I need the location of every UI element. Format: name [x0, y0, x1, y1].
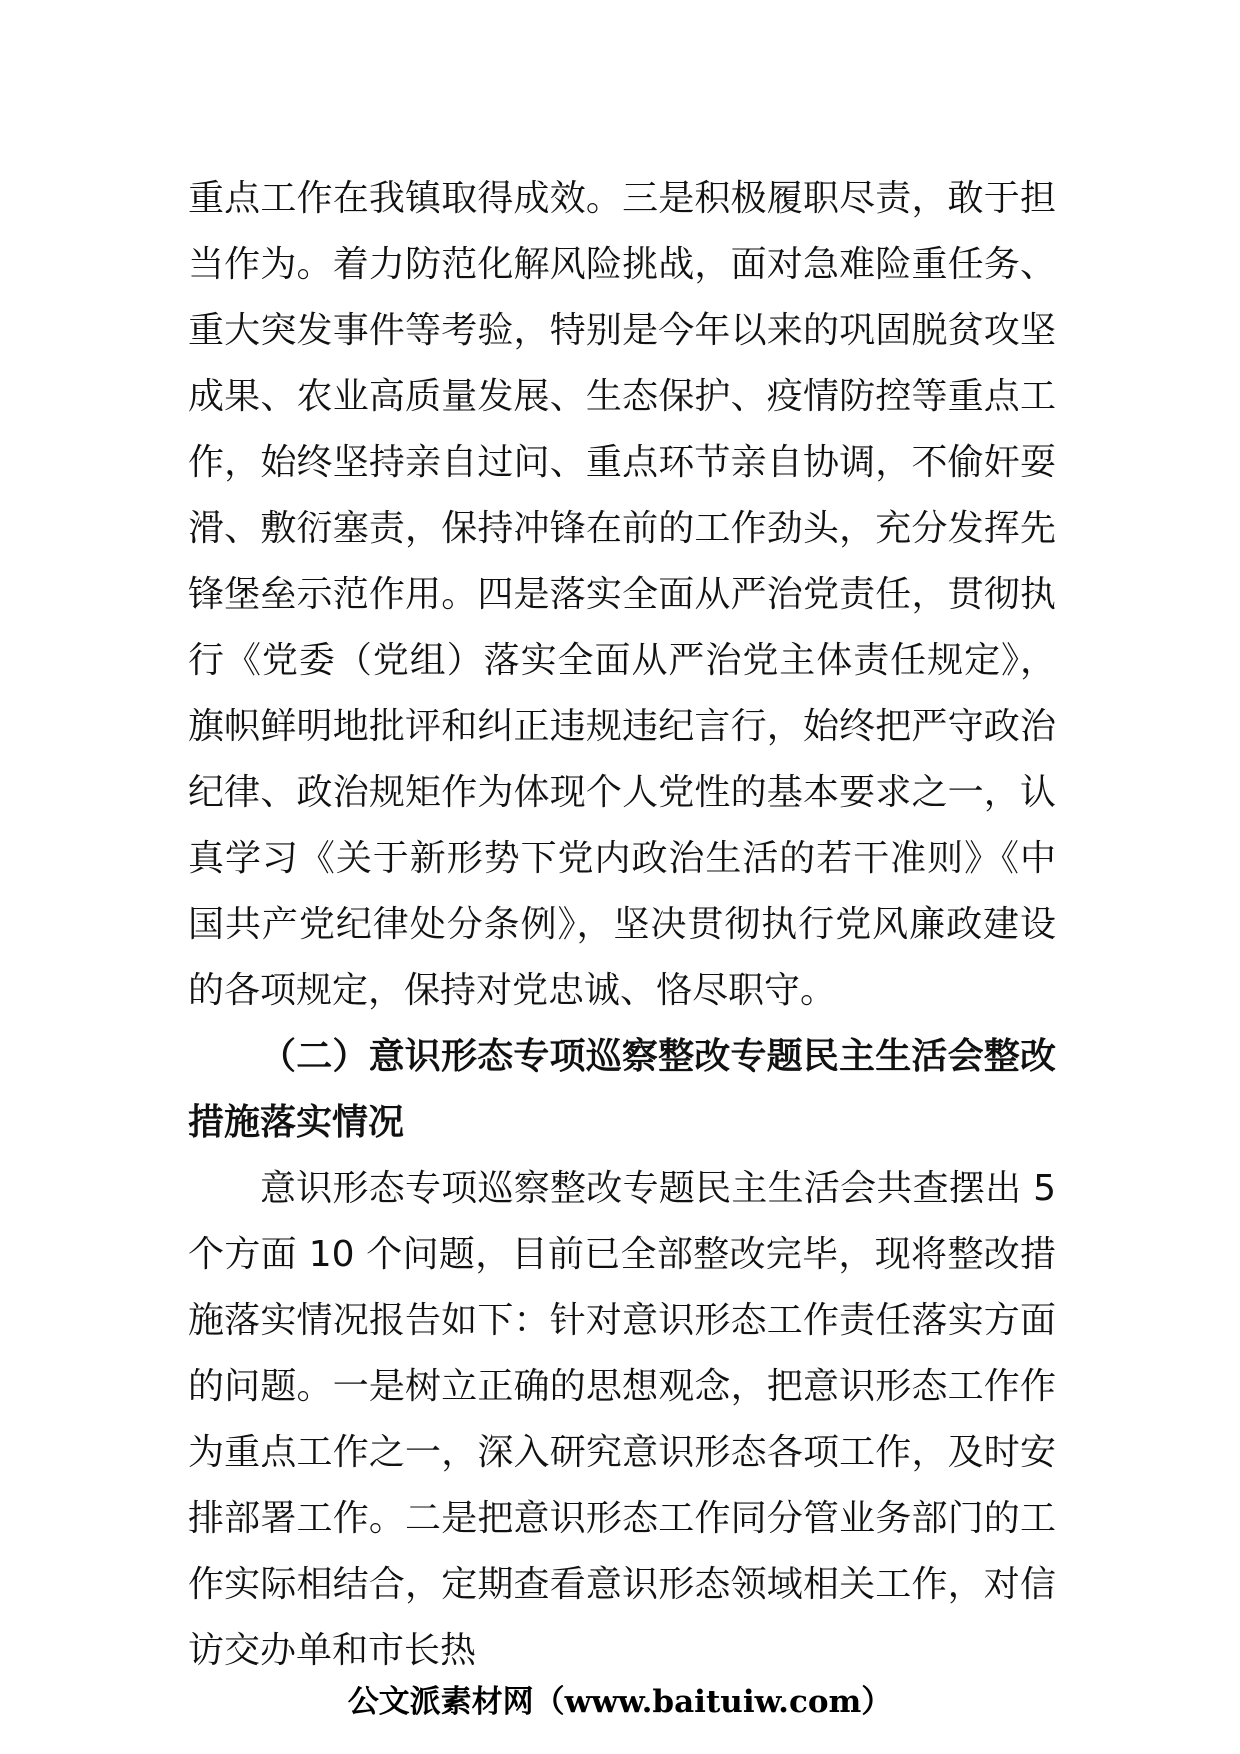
section-heading: （二）意识形态专项巡察整改专题民主生活会整改措施落实情况	[188, 1036, 1056, 1143]
body-paragraph: 意识形态专项巡察整改专题民主生活会共查摆出 5 个方面 10 个问题，目前已全部整改完毕，现将整改措施落实情况报告如下：针对意识形态工作责任落实方面的问题。一是树立正确的思想观念，把意识形态工作作为重点工作之一，深入研究意识形态各项工作，及时安排部署工作。二是把意识形态工作同分管业务部门的工作实际相结合，定期查看意识形态领域相关工作，对信访交办单和市长热	[188, 1168, 1056, 1671]
document-body	[188, 166, 1056, 1684]
body-paragraph: 重点工作在我镇取得成效。三是积极履职尽责，敢于担当作为。着力防范化解风险挑战，面对急难险重任务、重大突发事件等考验，特别是今年以来的巩固脱贫攻坚成果、农业高质量发展、生态保护、疫情防控等重点工作，始终坚持亲自过问、重点环节亲自协调，不偷奸耍滑、敷衍塞责，保持冲锋在前的工作劲头，充分发挥先锋堡垒示范作用。四是落实全面从严治党责任，贯彻执行《党委（党组）落实全面从严治党主体责任规定》，旗帜鲜明地批评和纠正违规违纪言行，始终把严守政治纪律、政治规矩作为体现个人党性的基本要求之一，认真学习《关于新形势下党内政治生活的若干准则》《中国共产党纪律处分条例》，坚决贯彻执行党风廉政建设的各项规定，保持对党忠诚、恪尽职守。	[188, 178, 1056, 1011]
footer-watermark: 公文派素材网（www.baituiw.com）	[347, 1684, 893, 1720]
